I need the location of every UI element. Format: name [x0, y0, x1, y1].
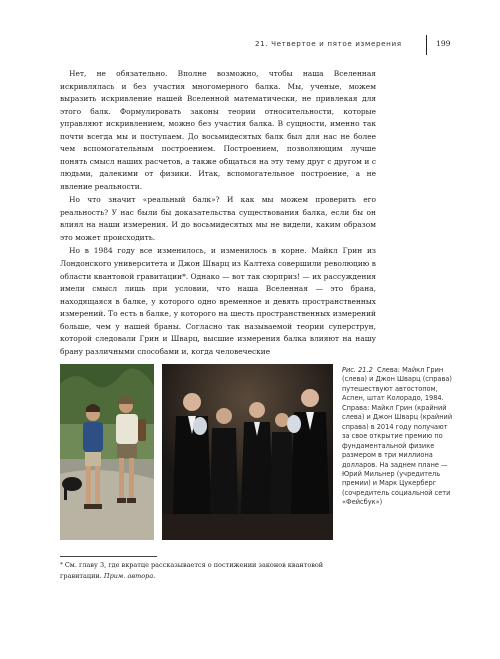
caption-text: Слева: Майкл Грин (слева) и Джон Шварц (справа) путешествуют автостопом, Аспен, штат Колорадо, 1984. Справа: Майкл Грин (крайний слева) и Джон Шварц (крайний справа) в 2014 году получают за свое открытие премию по фундаментальной физике размером в три миллиона долларов. На заднем плане — Юрий Мильнер (учредитель премии) и Марк Цукерберг (сочредитель социальной сети «Фейсбук») [342, 366, 453, 507]
header-divider [426, 35, 427, 55]
footnote-text: См. главу 3, где вкратце рассказывается о постижении законов квантовой гравитации. [60, 561, 324, 581]
figure-caption [342, 366, 454, 508]
photo-hitchhiking [60, 364, 154, 540]
paragraph-1: Нет, не обязательно. Вполне возможно, чтобы наша Вселенная искривлялась и без участия многомерного балка. Мы, ученые, можем выразить искривление нашей Вселенной математически, не привлекая для этого балк. Формулировать законы теории относительности, которые управляют искривлением, можно без участия балка. В сущности, именно так почти всегда мы и поступаем. До восьмидесятых балк был для нас не более чем вспомогательным построением. Построением, позволяющим лучше понять смысл наших расчетов, а также общаться на эту тему друг с другом и с людьми, далекими от физики. Итак, вспомогательное построение, а не явление реальности. [60, 69, 376, 191]
footnote [60, 560, 350, 582]
footnote-rule [60, 556, 157, 557]
chapter-title: 21. Четвертое и пятое измерения [255, 39, 402, 48]
photo-award-ceremony [162, 364, 333, 540]
figure-label: Рис. 21.2 [342, 366, 373, 374]
running-header [255, 37, 455, 53]
body-text [60, 68, 376, 358]
footnote-note: Прим. автора. [103, 572, 156, 581]
footnote-mark: * [60, 562, 63, 568]
page-number: 199 [436, 39, 451, 48]
paragraph-3: Но в 1984 году все изменилось, и изменилось в корне. Майкл Грин из Лондонского университета и Джон Шварц из Калтеха совершили революцию в области квантовой гравитации*. Однако — вот так сюрприз! — их рассуждения имели смысл лишь при условии, что наша Вселенная — это брана, находящаяся в балке, у которого одно временное и девять пространственных измерений. То есть в балке, у которого на шесть пространственных измерений больше, чем у нашей браны. Согласно так называемой теории суперструн, которой следовали Грин и Шварц, высшие измерения балка влияют на нашу брану различными способами и, когда человеческие [60, 246, 376, 356]
paragraph-2: Но что значит «реальный балк»? И как мы можем проверить его реальность? У нас были бы доказательства существования балка, если бы он влиял на наши измерения. И до восьмидесятых мы не видели, каким образом это может происходить. [60, 195, 376, 242]
